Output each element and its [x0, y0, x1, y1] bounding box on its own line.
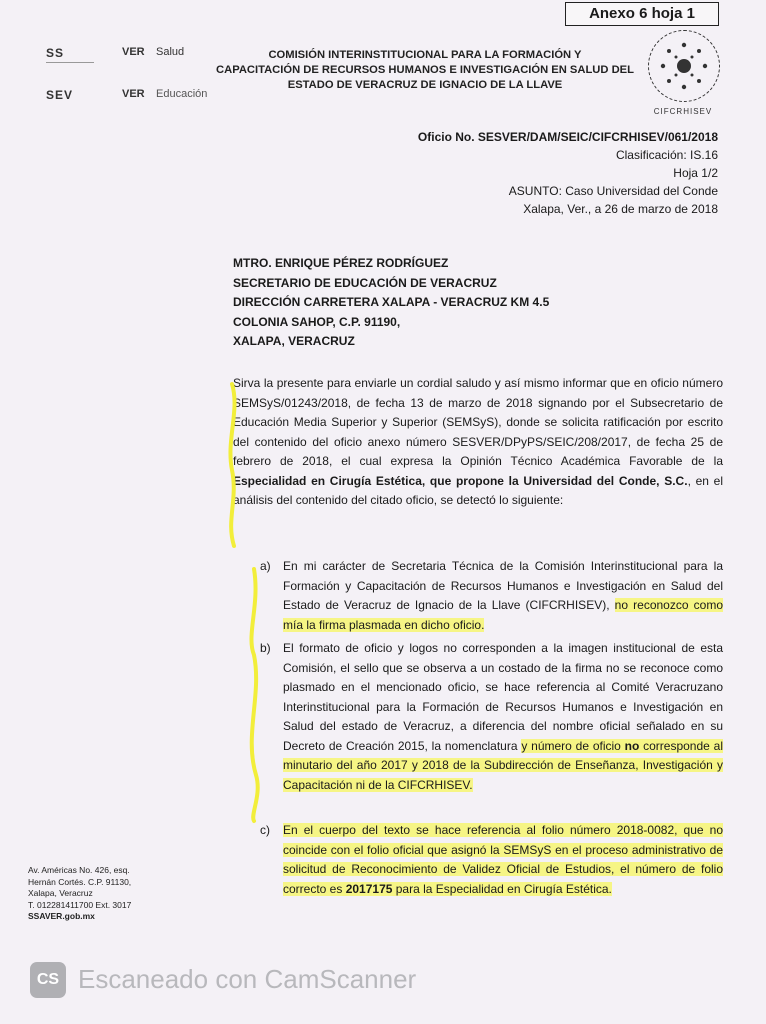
item-c-tail: para la Especialidad en Cirugía Estética.	[392, 881, 612, 896]
seal-label: CIFCRHISEV	[653, 107, 713, 116]
intro-specialty: Especialidad en Cirugía Estética	[233, 473, 422, 488]
oficio-number: Oficio No. SESVER/DAM/SEIC/CIFCRHISEV/061/2018	[417, 130, 718, 144]
hoja: Hoja 1/2	[673, 166, 718, 180]
item-b-no: no	[624, 738, 640, 753]
header-line-2: CAPACITACIÓN DE RECURSOS HUMANOS E INVESTIGACIÓN EN SALUD DEL	[216, 64, 634, 76]
institution-seal-icon	[648, 30, 720, 102]
asunto: ASUNTO: Caso Universidad del Conde	[508, 184, 718, 198]
item-c-pre: En el cuerpo del texto se hace referencia al folio número 2018-0082, que	[283, 823, 710, 837]
recipient-name: MTRO. ENRIQUE PÉREZ RODRÍGUEZ	[233, 256, 449, 270]
annex-label: Anexo 6 hoja 1	[565, 2, 719, 26]
logo-educacion	[46, 88, 206, 102]
item-a-body: En mi carácter de Secretaria Técnica de la Comisión Interinstitucional para la Formación y Capacitación de Recursos Humanos e Investigación en Salud del Estado de Veracruz de Ignacio de la Llave (CIFCRHISEV),	[283, 559, 723, 612]
header-title	[215, 48, 635, 93]
clasificacion: Clasificación: IS.16	[615, 148, 718, 162]
logo-ss-text: SS	[46, 46, 65, 60]
recipient-address-1: DIRECCIÓN CARRETERA XALAPA - VERACRUZ KM 4.5	[233, 295, 550, 309]
recipient-block	[233, 254, 549, 352]
list-item-a	[233, 557, 723, 635]
list-item-c	[233, 821, 723, 899]
recipient-address-2: COLONIA SAHOP, C.P. 91190,	[233, 314, 401, 329]
camscanner-watermark: Escaneado con CamScanner	[78, 964, 417, 994]
logo-ver-prefix-1: VER	[122, 46, 145, 58]
item-text-c	[283, 821, 723, 899]
recipient-city: XALAPA, VERACRUZ	[233, 334, 355, 348]
intro-text-1: Sirva la presente para enviarle un cordial saludo y así mismo informar que en oficio número SEMSyS/01243/2018, de fecha 13 de marzo de 2018 signando por el Subsecretario de Educación Media Superior y Superior (SEMSyS), donde se solicita ratificación por escrito del contenido del oficio anexo número SESVER/DPyPS/SEIC/208/2017, de fecha 25 de febrero de 2018, el cual expresa la Opinión Técnico Académica Favorable de la	[233, 376, 723, 468]
item-b-body: El formato de oficio y logos no corresponden a la imagen institucional de esta Comisión, el sello que se observa a un costado de la firma no se reconoce como plasmado en el mencionado oficio, se hace referencia al Comité Veracruzano Interinstitucional para la Formación de Recursos Humanos e Investigación en Salud del estado de Veracruz, a diferencia del nombre oficial señalado en su Decreto de Creación 2015, la nomenclatura	[283, 641, 723, 753]
item-marker-a: a)	[260, 559, 271, 573]
item-b-highlight-a: y número de oficio	[521, 738, 625, 753]
item-c-folio: 2017175	[345, 881, 393, 896]
item-marker-b: b)	[260, 641, 271, 655]
header-line-1: COMISIÓN INTERINSTITUCIONAL PARA LA FORMACIÓN Y	[268, 49, 582, 61]
intro-text-2: , que propone la	[421, 473, 524, 488]
item-c-highlight: no coincide con el folio oficial que asignó la SEMSyS en el proceso administrativo de solicitud de Reconocimiento de Validez Oficial de Estudios, el número de folio correcto es	[283, 823, 723, 896]
intro-paragraph	[233, 374, 723, 511]
item-b-highlight-b: corresponde al minutario del año 2017 y 2018 de la Subdirección de Enseñanza, Investigación y Capacitación ni de la CIFCRHISEV.	[283, 738, 723, 792]
intro-text-3: , en el análisis del contenido del citado oficio, se detectó lo siguiente:	[233, 473, 724, 507]
intro-university: Universidad del Conde, S.C.	[523, 473, 688, 488]
item-a-highlight: no reconozco como mía la firma plasmada en dicho oficio.	[283, 598, 723, 632]
logo-salud-text: Salud	[156, 46, 185, 58]
fecha: Xalapa, Ver., a 26 de marzo de 2018	[523, 202, 718, 216]
item-text-a	[283, 557, 723, 635]
logo-sev-text: SEV	[46, 88, 74, 102]
recipient-title: SECRETARIO DE EDUCACIÓN DE VERACRUZ	[233, 275, 497, 290]
footer-line-4: T. 012281411700 Ext. 3017	[28, 899, 132, 910]
list-item-b	[233, 639, 723, 795]
item-marker-c: c)	[260, 823, 270, 837]
letter-meta	[338, 128, 718, 218]
logo-educacion-text: Educación	[156, 88, 208, 100]
footer-line-1: Av. Américas No. 426, esq.	[28, 865, 130, 875]
item-text-b	[283, 639, 723, 795]
camscanner-logo-icon: CS	[30, 962, 66, 998]
header-line-3: ESTADO DE VERACRUZ DE IGNACIO DE LA LLAVE	[287, 79, 563, 91]
footer-address	[28, 865, 131, 923]
logo-ver-prefix-2: VER	[122, 88, 145, 100]
logo-salud	[46, 46, 206, 63]
footer-website: SSAVER.gob.mx	[28, 911, 95, 921]
logo-underline	[46, 62, 94, 63]
footer-line-2: Hernán Cortés. C.P. 91130,	[28, 876, 132, 887]
footer-line-3: Xalapa, Veracruz	[28, 888, 93, 898]
